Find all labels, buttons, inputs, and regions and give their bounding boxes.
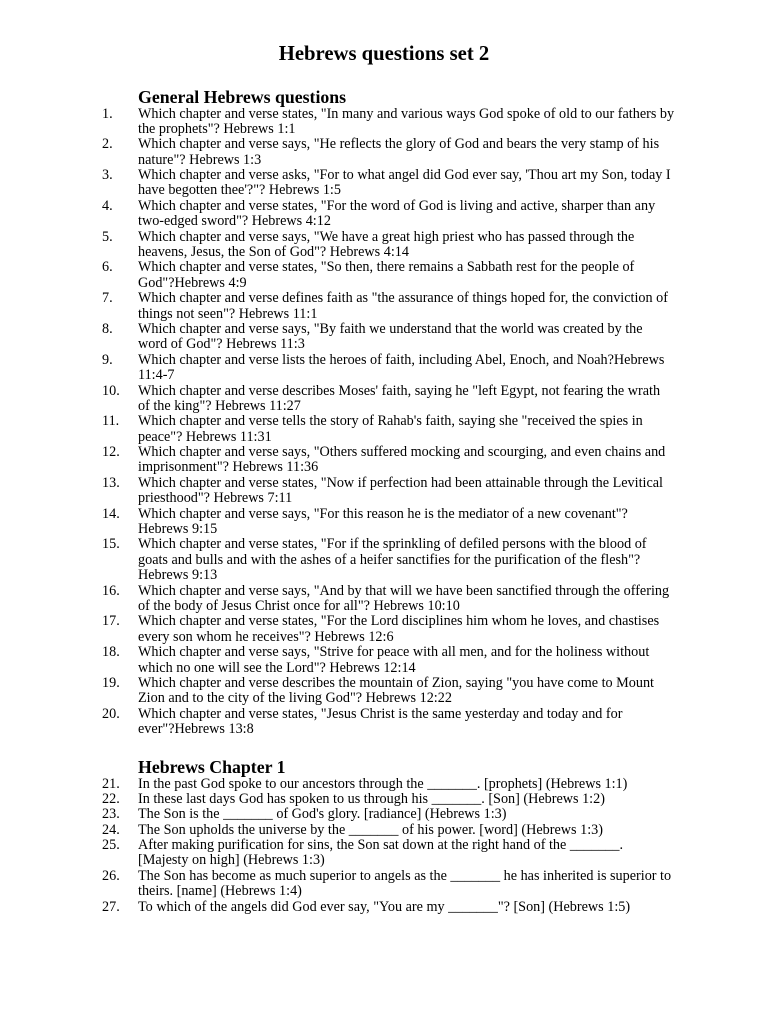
- question-number: 21.: [102, 775, 120, 792]
- question-number: 6.: [102, 259, 113, 276]
- question-item: [102, 869, 702, 900]
- question-text-line: Which chapter and verse says, "He reflects the glory of God and bears the very stamp of his: [138, 136, 660, 153]
- question-list: [102, 107, 702, 738]
- question-text-line: of the king"? Hebrews 11:27: [138, 397, 301, 414]
- question-text-line: The Son is the _______ of God's glory. [radiance] (Hebrews 1:3): [138, 806, 507, 823]
- question-item: [102, 707, 702, 738]
- question-number: 10.: [102, 382, 120, 399]
- question-number: 16.: [102, 582, 120, 599]
- question-number: 12.: [102, 444, 120, 461]
- question-text-line: imprisonment"? Hebrews 11:36: [138, 459, 319, 476]
- question-item: [102, 807, 702, 822]
- question-number: 18.: [102, 644, 120, 661]
- question-item: [102, 792, 702, 807]
- question-text-line: Which chapter and verse says, "For this reason he is the mediator of a new covenant"?: [138, 505, 628, 522]
- question-item: [102, 838, 702, 869]
- question-number: 22.: [102, 790, 120, 807]
- question-number: 3.: [102, 167, 113, 184]
- question-text-line: The Son has become as much superior to angels as the _______ he has inherited is superior to: [138, 867, 672, 884]
- question-text-line: theirs. [name] (Hebrews 1:4): [138, 883, 302, 900]
- question-item: [102, 137, 702, 168]
- question-text-line: Which chapter and verse describes Moses' faith, saying he "left Egypt, not fearing the wrath: [138, 382, 661, 399]
- question-text-line: Which chapter and verse states, "So then, there remains a Sabbath rest for the people of: [138, 259, 635, 276]
- question-number: 4.: [102, 197, 113, 214]
- question-text-line: Which chapter and verse states, "In many and various ways God spoke of old to our fathers by: [138, 105, 675, 122]
- question-number: 15.: [102, 536, 120, 553]
- question-text-line: Which chapter and verse says, "By faith we understand that the world was created by the: [138, 320, 643, 337]
- question-item: [102, 614, 702, 645]
- question-item: [102, 537, 702, 583]
- question-text-line: Hebrews 9:13: [138, 567, 218, 584]
- question-text-line: Which chapter and verse states, "For if the sprinkling of defiled persons with the blood of: [138, 536, 647, 553]
- question-number: 25.: [102, 837, 120, 854]
- question-item: [102, 291, 702, 322]
- question-number: 17.: [102, 613, 120, 630]
- question-item: [102, 414, 702, 445]
- question-number: 19.: [102, 674, 120, 691]
- question-text-line: ever"?Hebrews 13:8: [138, 721, 254, 738]
- question-list: [102, 777, 702, 916]
- question-text-line: Which chapter and verse says, "We have a great high priest who has passed through the: [138, 228, 635, 245]
- question-text-line: every son whom he receives"? Hebrews 12:6: [138, 628, 394, 645]
- section-chapter-1: [102, 758, 702, 916]
- question-text-line: Which chapter and verse says, "Strive for peace with all men, and for the holiness without: [138, 644, 650, 661]
- question-item: [102, 507, 702, 538]
- question-text-line: 11:4-7: [138, 367, 175, 384]
- question-number: 13.: [102, 474, 120, 491]
- question-text-line: Zion and to the city of the living God"? Hebrews 12:22: [138, 690, 452, 707]
- question-text-line: the prophets"? Hebrews 1:1: [138, 120, 296, 137]
- question-item: [102, 584, 702, 615]
- question-number: 20.: [102, 705, 120, 722]
- question-text-line: have begotten thee'?"? Hebrews 1:5: [138, 182, 341, 199]
- question-item: [102, 260, 702, 291]
- question-item: [102, 823, 702, 838]
- question-text-line: Which chapter and verse states, "Jesus Christ is the same yesterday and today and for: [138, 705, 623, 722]
- question-text-line: In these last days God has spoken to us through his _______. [Son] (Hebrews 1:2): [138, 790, 605, 807]
- question-text-line: peace"? Hebrews 11:31: [138, 428, 272, 445]
- question-item: [102, 230, 702, 261]
- question-item: [102, 476, 702, 507]
- question-item: [102, 777, 702, 792]
- question-text-line: In the past God spoke to our ancestors through the _______. [prophets] (Hebrews 1:1): [138, 775, 628, 792]
- question-number: 7.: [102, 290, 113, 307]
- question-number: 8.: [102, 320, 113, 337]
- question-text-line: goats and bulls and with the ashes of a heifer sanctifies for the purification of the flesh"?: [138, 551, 641, 568]
- question-text-line: Hebrews 9:15: [138, 521, 218, 538]
- question-item: [102, 353, 702, 384]
- section-general-questions: [102, 88, 702, 738]
- question-number: 26.: [102, 867, 120, 884]
- question-text-line: After making purification for sins, the Son sat down at the right hand of the _______.: [138, 837, 624, 854]
- question-text-line: Which chapter and verse defines faith as "the assurance of things hoped for, the conviction of: [138, 290, 668, 307]
- question-number: 9.: [102, 351, 113, 368]
- question-text-line: Which chapter and verse states, "Now if perfection had been attainable through the Levitical: [138, 474, 663, 491]
- question-text-line: [Majesty on high] (Hebrews 1:3): [138, 852, 325, 869]
- question-item: [102, 168, 702, 199]
- question-text-line: of the body of Jesus Christ once for all"? Hebrews 10:10: [138, 598, 460, 614]
- question-text-line: nature"? Hebrews 1:3: [138, 151, 262, 168]
- question-item: [102, 645, 702, 676]
- question-text-line: word of God"? Hebrews 11:3: [138, 336, 305, 353]
- question-item: [102, 384, 702, 415]
- question-item: [102, 107, 702, 138]
- question-text-line: To which of the angels did God ever say, "You are my _______"? [Son] (Hebrews 1:5): [138, 898, 631, 915]
- question-text-line: Which chapter and verse describes the mountain of Zion, saying "you have come to Mount: [138, 674, 655, 691]
- question-number: 11.: [102, 413, 120, 430]
- question-number: 1.: [102, 105, 113, 122]
- question-item: [102, 445, 702, 476]
- question-number: 24.: [102, 821, 120, 838]
- question-text-line: priesthood"? Hebrews 7:11: [138, 490, 293, 507]
- question-text-line: heavens, Jesus, the Son of God"? Hebrews 4:14: [138, 244, 409, 261]
- section-heading: General Hebrews questions: [138, 86, 347, 107]
- question-text-line: two-edged sword"? Hebrews 4:12: [138, 213, 331, 230]
- question-item: [102, 900, 702, 915]
- question-number: 23.: [102, 806, 120, 823]
- question-text-line: Which chapter and verse states, "For the Lord disciplines him whom he loves, and chastises: [138, 613, 660, 630]
- question-text-line: Which chapter and verse says, "And by that will we have been sanctified through the offering: [138, 582, 670, 599]
- question-text-line: Which chapter and verse asks, "For to what angel did God ever say, 'Thou art my Son, today I: [138, 167, 671, 184]
- question-number: 14.: [102, 505, 120, 522]
- question-text-line: Which chapter and verse tells the story of Rahab's faith, saying she "received the spies in: [138, 413, 643, 430]
- question-item: [102, 199, 702, 230]
- question-number: 2.: [102, 136, 113, 153]
- question-text-line: Which chapter and verse lists the heroes of faith, including Abel, Enoch, and Noah?Hebrews: [138, 351, 665, 368]
- question-text-line: The Son upholds the universe by the _______ of his power. [word] (Hebrews 1:3): [138, 821, 603, 838]
- question-text-line: God"?Hebrews 4:9: [138, 274, 247, 291]
- question-text-line: Which chapter and verse states, "For the word of God is living and active, sharper than any: [138, 197, 656, 214]
- question-number: 27.: [102, 898, 120, 915]
- question-number: 5.: [102, 228, 113, 245]
- question-text-line: Which chapter and verse says, "Others suffered mocking and scourging, and even chains and: [138, 444, 666, 461]
- question-item: [102, 322, 702, 353]
- question-item: [102, 676, 702, 707]
- document-title: Hebrews questions set 2: [278, 43, 490, 65]
- question-text-line: things not seen"? Hebrews 11:1: [138, 305, 318, 322]
- question-text-line: which no one will see the Lord"? Hebrews 12:14: [138, 659, 416, 676]
- section-heading: Hebrews Chapter 1: [138, 756, 286, 777]
